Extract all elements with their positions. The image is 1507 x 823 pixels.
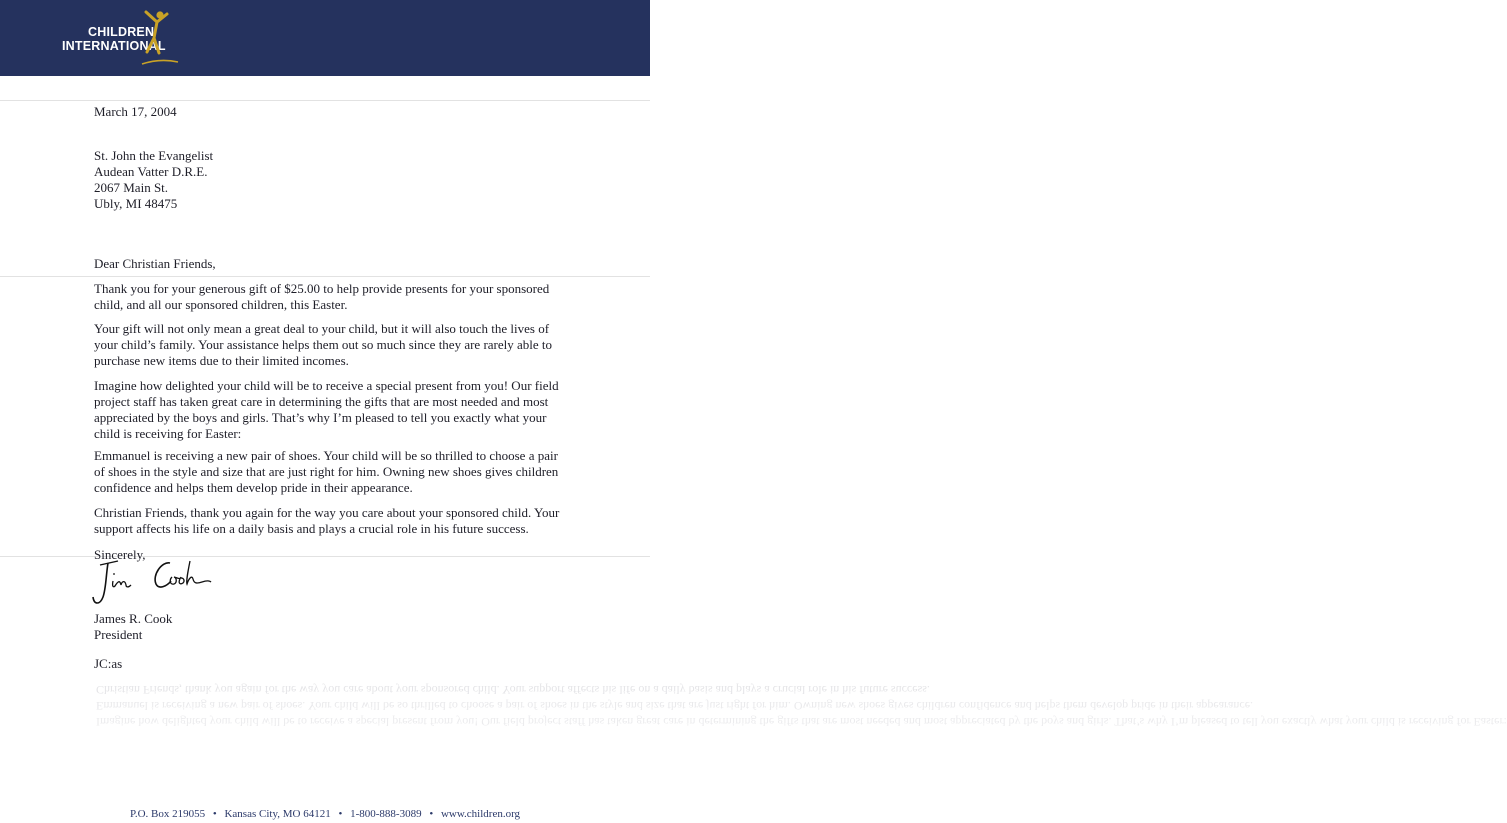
footer-website: www.children.org: [440, 808, 521, 820]
recipient-address: [94, 148, 564, 212]
typist-initials: JC:as: [94, 656, 123, 671]
footer-po-box: P.O. Box 219055: [129, 808, 206, 820]
logo-line-1: CHILDREN: [88, 25, 155, 39]
address-line: Ubly, MI 48475: [94, 196, 178, 211]
salutation: Dear Christian Friends,: [94, 256, 216, 271]
child-figure-icon: [140, 8, 170, 56]
address-line: St. John the Evangelist: [94, 148, 214, 163]
footer-separator: •: [338, 808, 343, 820]
letterhead-band: [0, 0, 650, 76]
bleed-through-text: Christian Friends, thank you again for the way you care about your sponsored child. Your support affects his life on a daily basis and plays a crucial role in his future success.: [96, 683, 930, 697]
body-paragraph-5: Christian Friends, thank you again for the way you care about your sponsored child. Your support affects his life on a daily basis and plays a crucial role in his future success.: [94, 505, 560, 536]
handwritten-signature: [92, 553, 222, 615]
footer-separator: •: [212, 808, 217, 820]
letterhead-footer: [0, 808, 650, 820]
body-paragraph-1: Thank you for your generous gift of $25.00 to help provide presents for your sponsored child, and all our sponsored children, this Easter.: [94, 281, 550, 312]
body-paragraph-2: Your gift will not only mean a great deal to your child, but it will also touch the lives of your child’s family. Your assistance helps them out so much since they are rarely able to purchase new items due to their limited incomes.: [94, 321, 553, 368]
footer-city: Kansas City, MO 64121: [224, 808, 331, 820]
signer-title: President: [94, 627, 143, 642]
logo-swoosh-icon: [140, 57, 180, 67]
paper-fold-line: [0, 100, 650, 101]
footer-separator: •: [429, 808, 434, 820]
bleed-through-text: Imagine how delighted your child will be to receive a special present from you! Our field project staff has taken great care in determining the gifts that are most needed and most appreciated by the boys and girls. That’s why I’m pleased to tell you exactly what your child is receiving for Easter:: [96, 715, 1507, 729]
footer-phone: 1-800-888-3089: [350, 808, 422, 820]
body-paragraph-3: Imagine how delighted your child will be to receive a special present from you! Our field project staff has taken great care in determining the gifts that are most needed and most appreciated by the boys and girls. That’s why I’m pleased to tell you exactly what your child is receiving for Easter:: [94, 378, 559, 441]
signer-name: James R. Cook: [94, 611, 173, 626]
letter-date: March 17, 2004: [94, 104, 177, 119]
address-line: Audean Vatter D.R.E.: [94, 164, 208, 179]
paper-fold-line: [0, 276, 650, 277]
bleed-through-text: Emmanuel is receiving a new pair of shoes. Your child will be so thrilled to choose a pair of shoes in the style and size that are just right for him. Owning new shoes gives children confidence and helps them develop pride in their appearance.: [96, 699, 1254, 713]
closing: Sincerely,: [94, 547, 146, 562]
body-paragraph-4: Emmanuel is receiving a new pair of shoes. Your child will be so thrilled to choose a pair of shoes in the style and size that are just right for him. Owning new shoes gives children confidence and helps them develop pride in their appearance.: [94, 448, 559, 495]
children-international-logo: [62, 8, 182, 68]
address-line: 2067 Main St.: [94, 180, 169, 195]
logo-line-2: INTERNATIONAL: [62, 39, 166, 53]
